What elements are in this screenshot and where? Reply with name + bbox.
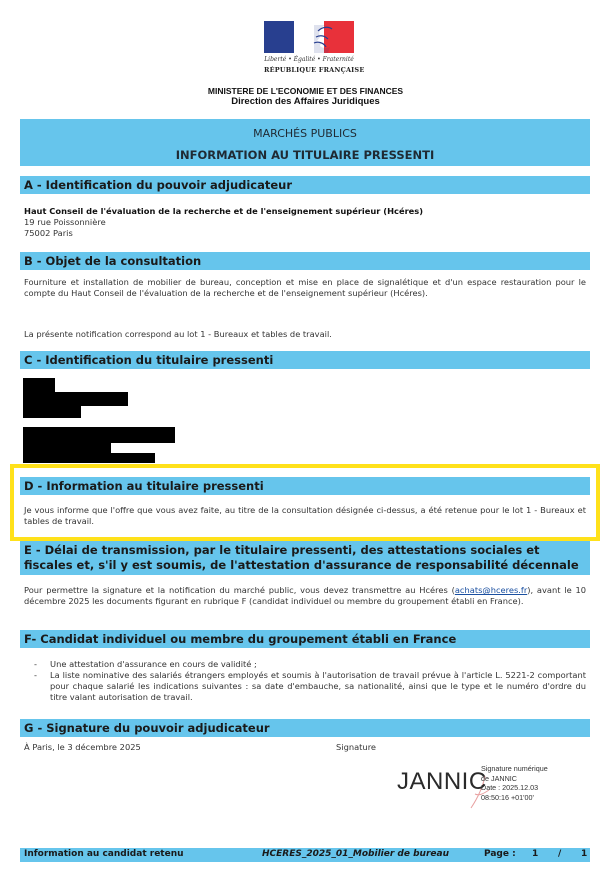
- section-d-heading: D - Information au titulaire pressenti: [20, 477, 590, 495]
- section-a-body: [24, 206, 586, 239]
- digital-signature[interactable]: [397, 760, 587, 810]
- page-footer: [20, 848, 590, 862]
- footer-page-sep: /: [558, 849, 562, 859]
- signature-label: Signature: [336, 742, 377, 752]
- section-f-list: [24, 659, 586, 703]
- footer-document-ref: HCERES_2025_01_Mobilier de bureau: [262, 849, 449, 859]
- logo-republic-name: RÉPUBLIQUE FRANÇAISE: [264, 66, 365, 74]
- marianne-profile-icon: [312, 23, 346, 53]
- marianne-logo-icon: [264, 21, 354, 53]
- banner-subtitle: MARCHÉS PUBLICS: [253, 127, 357, 140]
- section-e-paragraph: [24, 585, 586, 607]
- address-city: 75002 Paris: [24, 228, 73, 238]
- section-a-heading: A - Identification du pouvoir adjudicateur: [20, 176, 590, 194]
- footer-page-current: 1: [532, 849, 539, 859]
- section-g-heading: G - Signature du pouvoir adjudicateur: [20, 719, 590, 737]
- section-c-heading: C - Identification du titulaire pressenti: [20, 351, 590, 369]
- title-banner: [20, 119, 590, 166]
- signer-name: JANNIC: [397, 768, 487, 795]
- section-e-heading: E - Délai de transmission, par le titulaire pressenti, des attestations sociales et fiscales et, s'il y est soumis, de l'attestation d'assurance de responsabilité décennale: [20, 541, 590, 575]
- footer-page-total: 1: [581, 849, 588, 859]
- footer-left: Information au candidat retenu: [24, 849, 184, 859]
- section-e-text-after: ), avant le 10 décembre 2025 les documents figurant en rubrique F (candidat individuel ou membre du groupement établi en France).: [24, 585, 586, 606]
- signature-date: Date : 2025.12.03: [481, 783, 539, 793]
- republique-francaise-logo: [264, 21, 365, 79]
- section-d-paragraph: Je vous informe que l'offre que vous avez faite, au titre de la consultation désignée ci-dessus, a été retenue pour le lot 1 - Bureaux et tables de travail.: [24, 505, 586, 526]
- place-date: À Paris, le 3 décembre 2025: [24, 742, 141, 752]
- address-street: 19 rue Poissonnière: [24, 217, 106, 227]
- list-item: - Une attestation d'assurance en cours de validité ;: [24, 659, 586, 670]
- section-b-heading: B - Objet de la consultation: [20, 252, 590, 270]
- document-title: INFORMATION AU TITULAIRE PRESSENTI: [175, 148, 435, 162]
- logo-motto: Liberté • Égalité • Fraternité: [264, 56, 354, 63]
- footer-page-label: Page :: [484, 849, 516, 859]
- signature-details: [481, 764, 548, 802]
- email-link[interactable]: achats@hceres.fr: [454, 585, 528, 595]
- signature-line-2: de JANNIC: [481, 773, 517, 783]
- org-name: Haut Conseil de l'évaluation de la recherche et de l'enseignement supérieur (Hcéres): [24, 206, 424, 216]
- signature-line-1: Signature numérique: [481, 764, 548, 773]
- highlight-box: [10, 464, 600, 541]
- direction-name: Direction des Affaires Juridiques: [231, 96, 380, 107]
- section-b-paragraph-1: Fourniture et installation de mobilier de bureau, conception et mise en place de signalétique et d'un espace restauration pour le compte du Haut Conseil de l'évaluation de la recherche et de l'enseignement supérieur (Hcéres).: [24, 277, 586, 298]
- section-e-text-before: Pour permettre la signature et la notification du marché public, vous devez transmettre au Hcéres (: [24, 585, 455, 595]
- section-f-heading: F- Candidat individuel ou membre du groupement établi en France: [20, 630, 590, 648]
- signature-time: 08:50:16 +01'00': [481, 792, 534, 802]
- section-b-paragraph-2: La présente notification correspond au lot 1 - Bureaux et tables de travail.: [24, 329, 332, 339]
- ministry-name: MINISTERE DE L'ECONOMIE ET DES FINANCES: [207, 86, 404, 96]
- list-item: - La liste nominative des salariés étrangers employés et soumis à l'autorisation de travail prévue à l'article L. 5221-2 comportant pour chaque salarié les indications suivantes : sa date d'embauche, sa nationalité, ainsi que le type et le numéro d'ordre du titre valant autorisation de travail.: [24, 670, 586, 703]
